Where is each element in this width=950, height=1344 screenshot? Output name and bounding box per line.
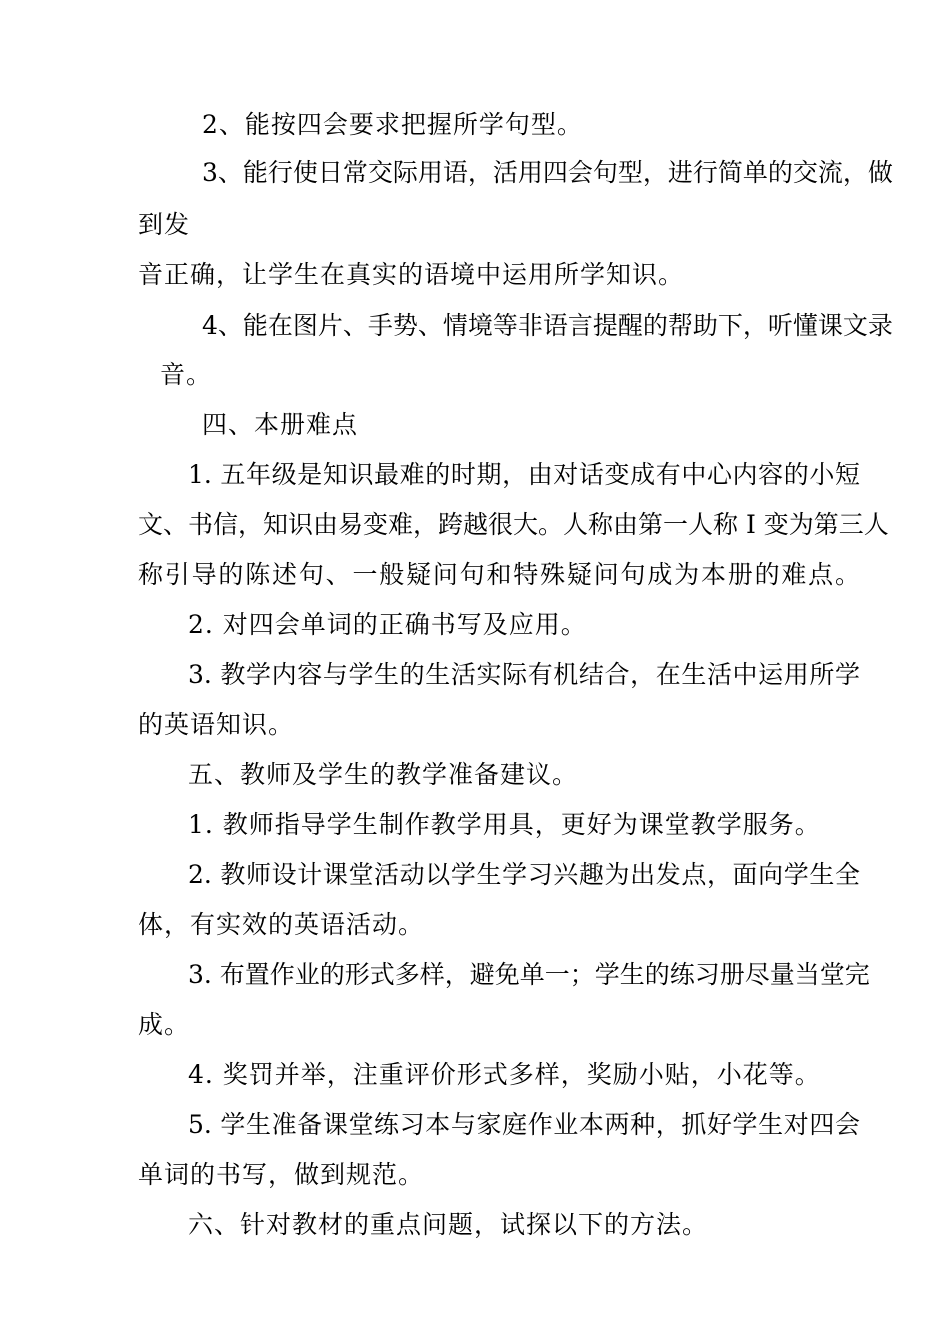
paragraph-line: 单词的书写，做到规范。 bbox=[138, 1160, 425, 1189]
paragraph-line: 音。 bbox=[160, 360, 213, 389]
paragraph-line: 4. 奖罚并举，注重评价形式多样，奖励小贴，小花等。 bbox=[188, 1060, 821, 1089]
paragraph-line: 3. 教学内容与学生的生活实际有机结合，在生活中运用所学 bbox=[188, 660, 860, 689]
section-heading: 五、教师及学生的教学准备建议。 bbox=[188, 760, 579, 789]
paragraph-line: 3、能行使日常交际用语，活用四会句型，进行简单的交流，做 bbox=[202, 158, 893, 187]
paragraph-line: 5. 学生准备课堂练习本与家庭作业本两种，抓好学生对四会 bbox=[188, 1110, 860, 1139]
paragraph-line: 4、能在图片、手势、情境等非语言提醒的帮助下，听懂课文录 bbox=[202, 311, 893, 340]
paragraph-line: 2、能按四会要求把握所学句型。 bbox=[202, 110, 583, 139]
paragraph-line: 3. 布置作业的形式多样，避免单一；学生的练习册尽量当堂完 bbox=[188, 960, 870, 989]
paragraph-line: 文、书信，知识由易变难，跨越很大。人称由第一人称 I 变为第三人 bbox=[138, 510, 889, 539]
section-heading: 六、针对教材的重点问题，试探以下的方法。 bbox=[188, 1210, 709, 1239]
paragraph-line: 到发 bbox=[138, 210, 191, 239]
paragraph-line: 2. 教师设计课堂活动以学生学习兴趣为出发点，面向学生全 bbox=[188, 860, 860, 889]
paragraph-line: 的英语知识。 bbox=[138, 710, 295, 739]
paragraph-line: 1. 五年级是知识最难的时期，由对话变成有中心内容的小短 bbox=[188, 460, 860, 489]
paragraph-line: 成。 bbox=[138, 1010, 191, 1039]
paragraph-line: 1. 教师指导学生制作教学用具，更好为课堂教学服务。 bbox=[188, 810, 821, 839]
paragraph-line: 称引导的陈述句、一般疑问句和特殊疑问句成为本册的难点。 bbox=[138, 560, 860, 589]
section-heading: 四、本册难点 bbox=[202, 410, 359, 439]
paragraph-line: 音正确，让学生在真实的语境中运用所学知识。 bbox=[138, 260, 685, 289]
paragraph-line: 体，有实效的英语活动。 bbox=[138, 910, 425, 939]
paragraph-line: 2. 对四会单词的正确书写及应用。 bbox=[188, 610, 587, 639]
